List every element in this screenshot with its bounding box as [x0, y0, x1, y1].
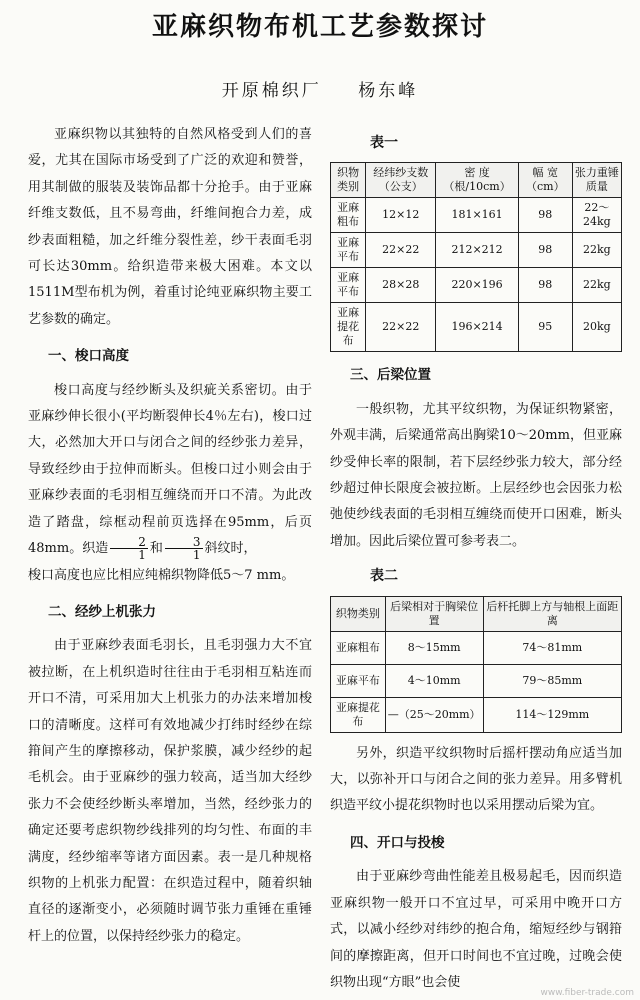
table-cell: 22×22 [366, 233, 436, 268]
table-2 [330, 596, 622, 733]
section-4-heading: 四、开口与投梭 [350, 834, 445, 851]
table-cell: 79～85mm [483, 664, 621, 697]
fraction-2-1 [110, 536, 148, 561]
watermark: www.fiber-trade.com [540, 988, 634, 998]
table-1-header: 张力重锤质量 [572, 163, 621, 198]
table-cell: 220×196 [436, 268, 519, 303]
section-3-heading: 三、后梁位置 [350, 367, 431, 384]
fraction-denominator: 1 [138, 548, 146, 563]
table-1 [330, 162, 622, 352]
section-1-heading: 一、梭口高度 [48, 348, 129, 365]
table-2-header: 后梁相对于胸梁位置 [385, 596, 483, 631]
section-2-heading: 二、经纱上机张力 [48, 603, 156, 620]
table-cell: 亚麻粗布 [331, 631, 386, 664]
table-1-header-row [331, 163, 622, 198]
section-3-paragraph-2: 另外，织造平纹织物时后摇杆摆动角应适当加大，以弥补开口与闭合之间的张力差异。用多臂机织造平纹小提花织物时也以采用摆动后梁为宜。 [330, 745, 622, 814]
table-cell: 4～10mm [385, 664, 483, 697]
article-title: 亚麻织物布机工艺参数探讨 [151, 12, 488, 42]
author-name: 杨东峰 [358, 81, 419, 101]
table-cell: 22kg [572, 233, 621, 268]
section-1-text: 梭口高度与经纱断头及织疵关系密切。由于亚麻纱伸长很小(平均断裂伸长4％左右)，梭口过大，必然加大开口与闭合之间的经纱张力差异，导致经纱由于拉伸而断头。但梭口过小则会由于亚麻纱表面的毛羽相互缠绕而开口不清。为此改造了踏盘，综框动程前页选择在95mm，后页48mm。织造 [28, 382, 312, 557]
table-row [331, 198, 622, 233]
table-row [331, 268, 622, 303]
table-cell: 181×161 [436, 198, 519, 233]
table-cell: 98 [518, 233, 572, 268]
table-row [331, 631, 622, 664]
table-cell: 114～129mm [483, 697, 621, 732]
table-2-header: 后杆托脚上方与轴根上面距离 [483, 596, 621, 631]
right-column [330, 122, 622, 996]
table-cell: 28×28 [366, 268, 436, 303]
table-cell: 22×22 [366, 303, 436, 352]
intro-paragraph: 亚麻织物以其独特的自然风格受到人们的喜爱，尤其在国际市场受到了广泛的欢迎和赞誉，用其制做的服装及装饰品都十分抢手。由于亚麻纤维支数低，且不易弯曲，纤维间抱合力差，成纱表面粗糙，加之纤维分裂性差，纱干表面毛羽可长达30mm。给织造带来极大困难。本文以1511M型布机为例，着重讨论纯亚麻织物主要工艺参数的确定。 [28, 127, 312, 327]
table-cell: 98 [518, 268, 572, 303]
table-cell: —（25～20mm） [385, 697, 483, 732]
fraction-numerator: 2 [110, 536, 148, 549]
byline [0, 76, 640, 101]
left-column [28, 122, 312, 950]
table-2-caption: 表二 [370, 568, 398, 585]
table-1-header: 经纬纱支数（公支） [366, 163, 436, 198]
table-cell: 亚麻平布 [331, 664, 386, 697]
table-cell: 74～81mm [483, 631, 621, 664]
table-cell: 22kg [572, 268, 621, 303]
table-2-header: 织物类别 [331, 596, 386, 631]
section-1-paragraph [28, 378, 312, 563]
fraction-numerator: 3 [165, 536, 203, 549]
table-cell: 95 [518, 303, 572, 352]
table-cell: 22～24kg [572, 198, 621, 233]
section-4-paragraph: 由于亚麻纱弯曲性能差且极易起毛，因而织造亚麻织物一般开口不宜过早，可采用中晚开口方式，以减小经纱对纬纱的抱合角，缩短经纱与钢箝间的摩擦距离，但开口时间也不宜过晚，过晚会使织物出现“方眼”也会使 [330, 869, 622, 990]
fraction-3-1 [165, 536, 203, 561]
table-1-caption: 表一 [370, 135, 398, 151]
section-1-and: 和 [149, 541, 163, 557]
table-1-header: 幅 宽（cm） [518, 163, 572, 198]
table-cell: 8～15mm [385, 631, 483, 664]
table-cell: 98 [518, 198, 572, 233]
table-cell: 196×214 [436, 303, 519, 352]
fraction-denominator: 1 [192, 548, 201, 563]
table-cell: 亚麻提花布 [331, 697, 386, 732]
table-row [331, 697, 622, 732]
table-1-header: 密 度（根/10cm） [436, 163, 519, 198]
section-2-paragraph: 由于亚麻纱表面毛羽长，且毛羽强力大不宜被拉断，在上机织造时往往由于毛羽相互粘连而开口不清，可采用加大上机张力的办法来增加梭口的清晰度。这样可有效地减少打纬时经纱在综箝间产生的摩擦移动，保护浆膜，减少经纱的起毛机会。由于亚麻纱的强力较高，适当加大经纱张力不会使经纱断头率增加，当然，经纱张力的确定还要考虑织物纱线排列的均匀性、布面的丰满度，经纱缩率等诸方面因素。表一是几种规格织物的上机张力配置：在织造过程中，随着织轴直径的逐渐变小，必须随时调节张力重锤在重锤杆上的位置，以保持经纱张力的稳定。 [28, 638, 312, 944]
table-row [331, 303, 622, 352]
table-cell: 亚麻粗布 [331, 198, 366, 233]
author-organization: 开原棉织厂 [221, 81, 322, 101]
section-3-paragraph: 一般织物，尤其平纹织物，为保证织物紧密，外观丰满，后梁通常高出胸梁10～20mm，但亚麻纱受伸长率的限制，若下层经纱张力较大，部分经纱超过伸长限度会被拉断。上层经纱也会因张力松弛使纱线表面的毛羽相互缠绕而使开口困难，断头增加。因此后梁位置可参考表二。 [330, 401, 622, 549]
table-2-header-row [331, 596, 622, 631]
table-1-header: 织物类别 [331, 163, 366, 198]
section-1-text-end: 斜纹时， [204, 541, 257, 557]
table-cell: 亚麻平布 [331, 268, 366, 303]
section-1-paragraph-2: 梭口高度也应比相应纯棉织物降低5～7 mm。 [28, 567, 295, 583]
table-cell: 12×12 [366, 198, 436, 233]
table-cell: 212×212 [436, 233, 519, 268]
table-row [331, 664, 622, 697]
table-row [331, 233, 622, 268]
table-cell: 亚麻平布 [331, 233, 366, 268]
table-cell: 20kg [572, 303, 621, 352]
table-cell: 亚麻提花布 [331, 303, 366, 352]
